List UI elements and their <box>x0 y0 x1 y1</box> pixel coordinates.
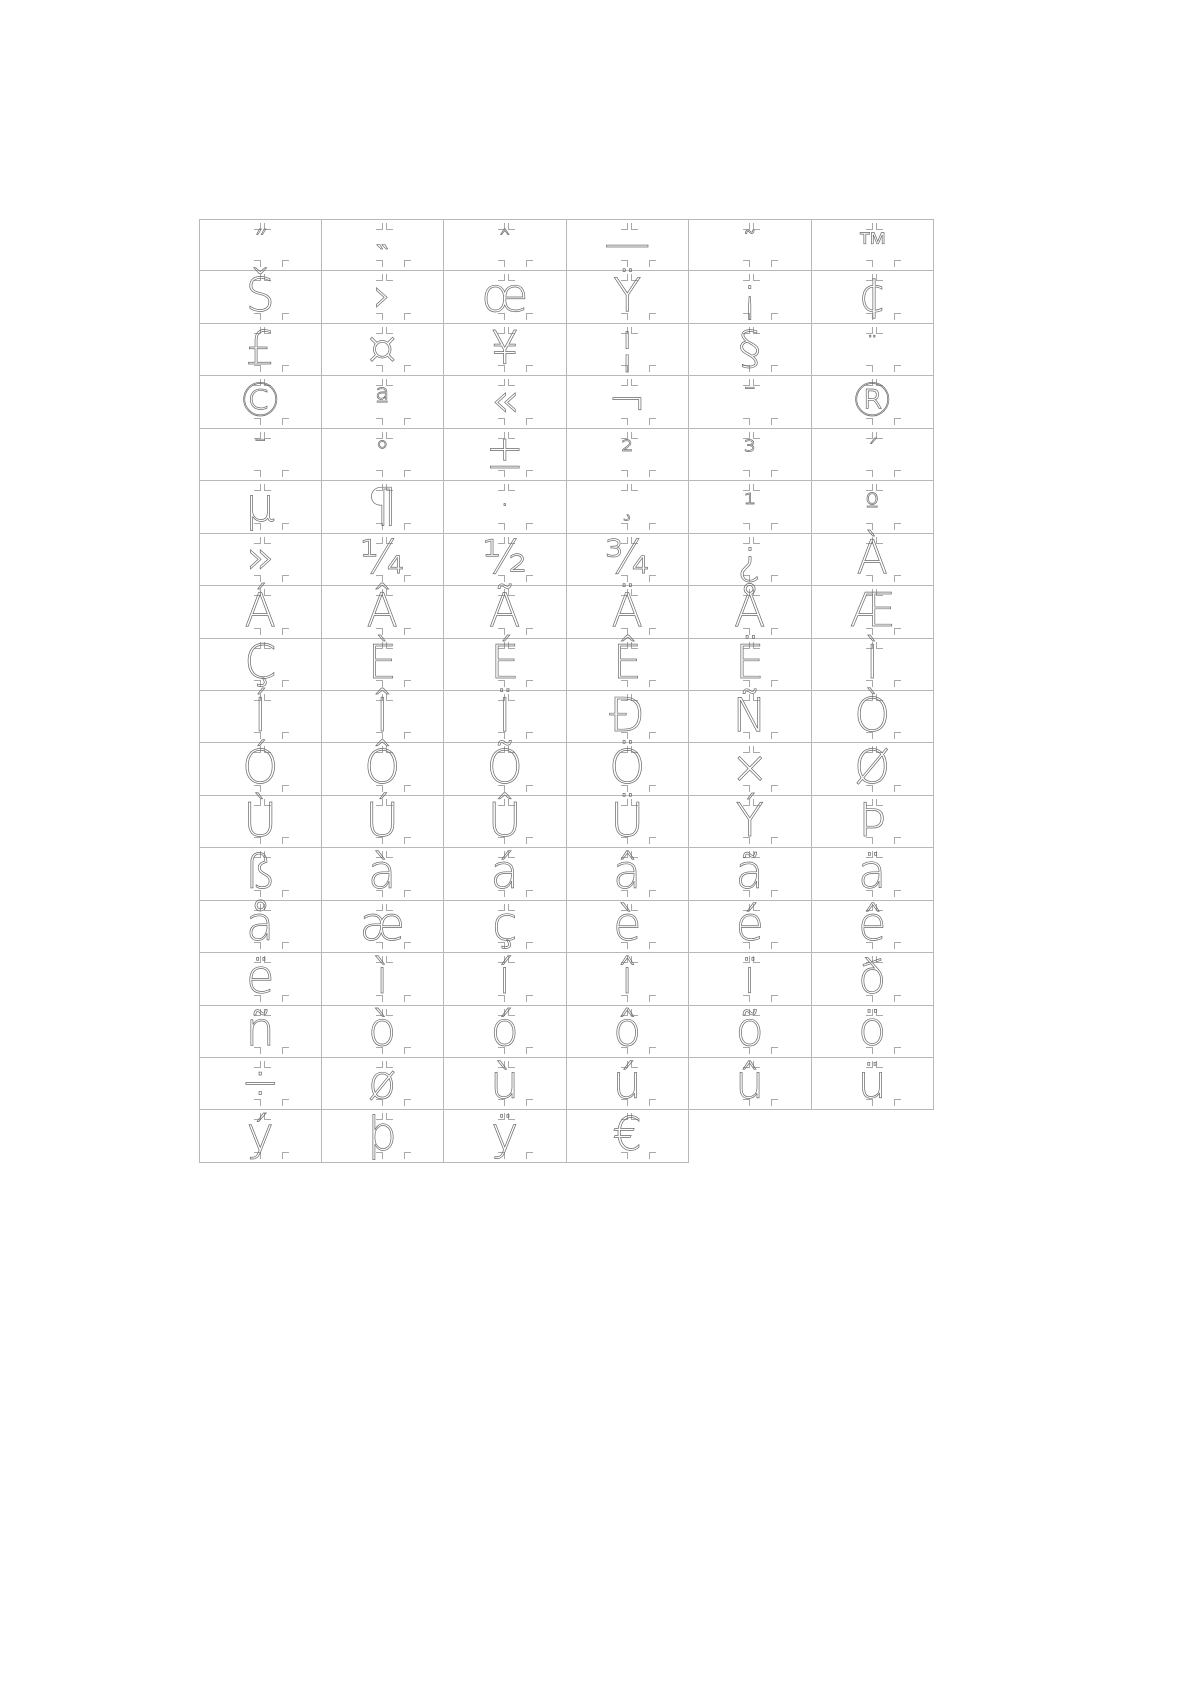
glyph-character: Ä <box>611 582 643 637</box>
glyph-character: ¼ <box>359 530 405 585</box>
registration-mark <box>282 260 289 267</box>
glyph-character: £ <box>245 320 275 375</box>
glyph-character: ¡ <box>740 268 759 323</box>
glyph-character: Â <box>366 582 398 637</box>
glyph-cell <box>689 320 812 376</box>
glyph-character: ˵ <box>377 226 388 262</box>
glyph-character: å <box>246 897 275 952</box>
registration-mark <box>866 523 873 530</box>
glyph-cell <box>322 530 445 586</box>
glyph-cell <box>567 950 690 1005</box>
glyph-cell <box>199 635 322 691</box>
registration-mark <box>526 260 533 267</box>
glyph-character: ì <box>375 950 389 1005</box>
glyph-cell <box>322 219 445 271</box>
glyph-character: ˝ <box>252 226 268 262</box>
glyph-character: ¶ <box>367 478 397 533</box>
glyph-cell <box>689 376 812 428</box>
glyph-character: õ <box>735 1002 764 1057</box>
glyph-cell <box>444 373 567 428</box>
glyph-character: æ <box>359 897 405 952</box>
glyph-character: ç <box>492 897 518 952</box>
glyph-character: © <box>237 373 284 428</box>
glyph-character: ¨ <box>864 330 880 366</box>
glyph-character: ù <box>490 1054 520 1109</box>
glyph-character: ÷ <box>240 1054 280 1109</box>
glyph-cell <box>812 324 935 376</box>
registration-mark <box>894 365 901 372</box>
glyph-character: á <box>490 845 519 900</box>
glyph-cell <box>444 425 567 481</box>
glyph-cell <box>567 530 690 586</box>
glyph-cell <box>199 950 322 1005</box>
glyph-character: Þ <box>858 792 887 847</box>
glyph-cell <box>322 845 445 900</box>
glyph-character: í <box>498 950 512 1005</box>
glyph-character: ³ <box>743 435 756 471</box>
glyph-character: — <box>604 216 651 271</box>
glyph-character: ½ <box>482 530 528 585</box>
glyph-character: ï <box>743 950 757 1005</box>
glyph-character: ó <box>490 1002 519 1057</box>
glyph-cell <box>567 268 690 323</box>
glyph-cell <box>322 897 445 953</box>
glyph-cell <box>689 740 812 795</box>
glyph-cell <box>199 582 322 638</box>
glyph-character: Ì <box>865 635 880 690</box>
glyph-character: ¤ <box>367 320 397 375</box>
glyph-cell <box>444 1002 567 1058</box>
glyph-cell <box>567 687 690 743</box>
glyph-cell <box>567 481 690 533</box>
glyph-cell <box>689 1054 812 1110</box>
glyph-cell <box>812 530 935 586</box>
glyph-cell <box>812 219 935 271</box>
glyph-character: ™ <box>857 226 888 262</box>
glyph-grid <box>199 216 934 1163</box>
glyph-cell <box>322 582 445 638</box>
glyph-cell <box>322 376 445 428</box>
glyph-character: þ <box>367 1107 397 1162</box>
glyph-cell <box>812 950 935 1005</box>
glyph-cell <box>567 373 690 428</box>
registration-mark <box>894 470 901 477</box>
registration-mark <box>743 523 750 530</box>
registration-mark <box>254 470 261 477</box>
glyph-character: Á <box>244 582 276 637</box>
glyph-cell <box>812 792 935 848</box>
glyph-character: ö <box>858 1002 887 1057</box>
glyph-cell <box>199 1002 322 1058</box>
glyph-cell <box>322 1002 445 1058</box>
glyph-cell <box>444 1107 567 1162</box>
registration-mark <box>771 418 778 425</box>
glyph-cell <box>812 687 935 743</box>
glyph-cell <box>812 373 935 428</box>
glyph-cell <box>689 792 812 848</box>
registration-mark <box>621 523 628 530</box>
glyph-cell <box>567 845 690 900</box>
glyph-character: ë <box>246 950 275 1005</box>
glyph-cell <box>812 845 935 900</box>
glyph-character: ã <box>735 845 764 900</box>
glyph-cell <box>322 320 445 376</box>
glyph-cell <box>444 530 567 586</box>
glyph-cell <box>689 582 812 638</box>
glyph-character: Î <box>375 687 390 742</box>
glyph-character: » <box>246 530 275 585</box>
glyph-character: ¢ <box>857 268 887 323</box>
registration-mark <box>771 470 778 477</box>
registration-mark <box>771 523 778 530</box>
glyph-character: Ð <box>609 687 646 742</box>
glyph-character: À <box>856 530 888 585</box>
glyph-character: ˜ <box>742 226 758 262</box>
glyph-character: ÿ <box>491 1107 519 1162</box>
registration-mark <box>376 260 383 267</box>
glyph-character: ü <box>857 1054 887 1109</box>
glyph-character: º <box>865 487 880 523</box>
glyph-character: · <box>499 487 510 523</box>
glyph-character: ¯ <box>252 435 268 471</box>
glyph-cell <box>812 635 935 691</box>
glyph-cell <box>444 1054 567 1110</box>
glyph-character: Ë <box>735 635 765 690</box>
registration-mark <box>376 418 383 425</box>
glyph-cell <box>199 530 322 586</box>
glyph-cell <box>322 429 445 481</box>
glyph-character: Å <box>734 582 766 637</box>
glyph-cell <box>689 897 812 953</box>
glyph-cell <box>444 481 567 533</box>
glyph-cell <box>812 897 935 953</box>
glyph-cell <box>199 687 322 743</box>
glyph-character: ¥ <box>490 320 520 375</box>
glyph-cell <box>199 897 322 953</box>
glyph-character: Ç <box>244 635 277 690</box>
registration-mark <box>526 523 533 530</box>
glyph-character: Ò <box>854 687 891 742</box>
glyph-character: Ñ <box>732 687 767 742</box>
glyph-character: ² <box>621 435 634 471</box>
glyph-character: Ÿ <box>613 268 642 323</box>
glyph-character: Õ <box>486 740 523 795</box>
glyph-character: Ï <box>497 687 512 742</box>
glyph-cell <box>567 635 690 691</box>
glyph-cell <box>689 268 812 323</box>
glyph-cell <box>199 268 322 323</box>
glyph-character: Ø <box>854 740 891 795</box>
glyph-cell <box>567 1107 690 1162</box>
glyph-cell <box>689 635 812 691</box>
glyph-character: µ <box>245 478 275 533</box>
glyph-character: é <box>735 897 764 952</box>
registration-mark <box>649 470 656 477</box>
glyph-character: § <box>738 320 762 375</box>
registration-mark <box>743 470 750 477</box>
glyph-character: ´ <box>865 435 880 471</box>
glyph-cell <box>444 320 567 376</box>
glyph-cell <box>689 950 812 1005</box>
glyph-cell <box>444 950 567 1005</box>
glyph-cell <box>689 845 812 900</box>
registration-mark <box>498 260 505 267</box>
glyph-cell <box>567 429 690 481</box>
glyph-character: ® <box>849 373 896 428</box>
glyph-character: Æ <box>849 582 895 637</box>
glyph-character: ˆ <box>497 226 513 262</box>
glyph-cell <box>199 792 322 848</box>
glyph-cell <box>812 1002 935 1058</box>
glyph-cell <box>322 478 445 533</box>
glyph-cell <box>689 687 812 743</box>
registration-mark <box>282 470 289 477</box>
glyph-character: Í <box>253 687 268 742</box>
glyph-cell <box>812 582 935 638</box>
glyph-character: Ö <box>609 740 646 795</box>
glyph-cell <box>199 373 322 428</box>
glyph-character: « <box>490 373 519 428</box>
glyph-cell <box>322 687 445 743</box>
glyph-cell <box>322 1107 445 1162</box>
glyph-cell <box>444 740 567 795</box>
registration-mark <box>771 260 778 267</box>
glyph-character: û <box>735 1054 765 1109</box>
registration-mark <box>866 260 873 267</box>
glyph-character: ô <box>613 1002 642 1057</box>
glyph-character: â <box>613 845 642 900</box>
registration-mark <box>254 260 261 267</box>
glyph-character: € <box>612 1107 642 1162</box>
glyph-character: ý <box>246 1107 274 1162</box>
glyph-character: à <box>368 845 397 900</box>
registration-mark <box>743 260 750 267</box>
glyph-character: ß <box>244 845 276 900</box>
glyph-character: ú <box>612 1054 642 1109</box>
registration-mark <box>498 523 505 530</box>
glyph-cell <box>444 687 567 743</box>
glyph-character: ñ <box>245 1002 275 1057</box>
glyph-character: Š <box>245 268 275 323</box>
glyph-character: Ü <box>610 792 645 847</box>
glyph-character: ä <box>858 845 887 900</box>
glyph-cell <box>567 582 690 638</box>
glyph-character: Û <box>487 792 522 847</box>
glyph-cell <box>322 950 445 1005</box>
glyph-cell <box>322 635 445 691</box>
glyph-character: Ù <box>243 792 278 847</box>
glyph-character: ¯ <box>742 382 758 418</box>
glyph-cell <box>567 897 690 953</box>
glyph-character: ø <box>368 1054 397 1109</box>
glyph-cell <box>322 792 445 848</box>
registration-mark <box>404 470 411 477</box>
glyph-cell <box>689 429 812 481</box>
glyph-cell <box>199 320 322 376</box>
glyph-character: ð <box>858 950 887 1005</box>
glyph-cell <box>567 1054 690 1110</box>
glyph-cell <box>812 481 935 533</box>
glyph-cell <box>567 320 690 376</box>
glyph-cell <box>444 268 567 323</box>
glyph-cell <box>322 740 445 795</box>
glyph-cell <box>444 897 567 953</box>
registration-mark <box>649 523 656 530</box>
glyph-cell <box>812 268 935 323</box>
glyph-cell <box>689 1002 812 1058</box>
glyph-character: › <box>373 268 392 323</box>
glyph-cell <box>199 478 322 533</box>
registration-mark <box>404 418 411 425</box>
glyph-cell <box>322 1054 445 1110</box>
glyph-cell <box>199 1107 322 1162</box>
registration-mark <box>376 470 383 477</box>
glyph-cell <box>199 740 322 795</box>
registration-mark <box>894 523 901 530</box>
glyph-cell <box>567 216 690 271</box>
glyph-character: ¸ <box>619 487 635 523</box>
registration-mark <box>866 365 873 372</box>
glyph-character: Ý <box>735 792 764 847</box>
glyph-character: è <box>613 897 642 952</box>
registration-mark <box>743 418 750 425</box>
glyph-character: × <box>730 740 770 795</box>
glyph-character: ê <box>858 897 887 952</box>
glyph-character: ¾ <box>604 530 650 585</box>
glyph-character: ¦ <box>619 320 635 375</box>
glyph-cell <box>567 740 690 795</box>
glyph-cell <box>199 1054 322 1110</box>
registration-mark <box>866 470 873 477</box>
glyph-character: œ <box>481 268 529 323</box>
glyph-character: î <box>620 950 634 1005</box>
glyph-cell <box>444 582 567 638</box>
glyph-character: Ã <box>489 582 521 637</box>
glyph-character: Ú <box>365 792 400 847</box>
glyph-character: ¬ <box>607 373 647 428</box>
glyph-character: Ó <box>242 740 279 795</box>
glyph-cell <box>567 1002 690 1058</box>
glyph-character: É <box>490 635 520 690</box>
glyph-character: Ê <box>612 635 642 690</box>
glyph-cell <box>689 481 812 533</box>
glyph-character: Ô <box>364 740 401 795</box>
glyph-cell <box>199 219 322 271</box>
glyph-cell <box>689 219 812 271</box>
glyph-character: ± <box>485 425 525 480</box>
registration-mark <box>894 260 901 267</box>
glyph-cell <box>689 530 812 586</box>
glyph-cell <box>812 1054 935 1110</box>
glyph-cell <box>444 635 567 691</box>
glyph-character: ° <box>374 435 390 471</box>
glyph-character: ª <box>375 382 390 418</box>
glyph-cell <box>199 845 322 900</box>
glyph-cell <box>567 792 690 848</box>
glyph-cell <box>199 429 322 481</box>
glyph-cell <box>444 792 567 848</box>
glyph-cell <box>444 219 567 271</box>
glyph-cell <box>444 845 567 900</box>
glyph-cell <box>322 268 445 323</box>
registration-mark <box>621 470 628 477</box>
glyph-cell <box>812 740 935 795</box>
glyph-cell <box>812 429 935 481</box>
glyph-character: ¹ <box>743 487 756 523</box>
glyph-character: ò <box>368 1002 397 1057</box>
glyph-character: ¿ <box>737 530 763 585</box>
glyph-character: È <box>367 635 397 690</box>
registration-mark <box>404 260 411 267</box>
